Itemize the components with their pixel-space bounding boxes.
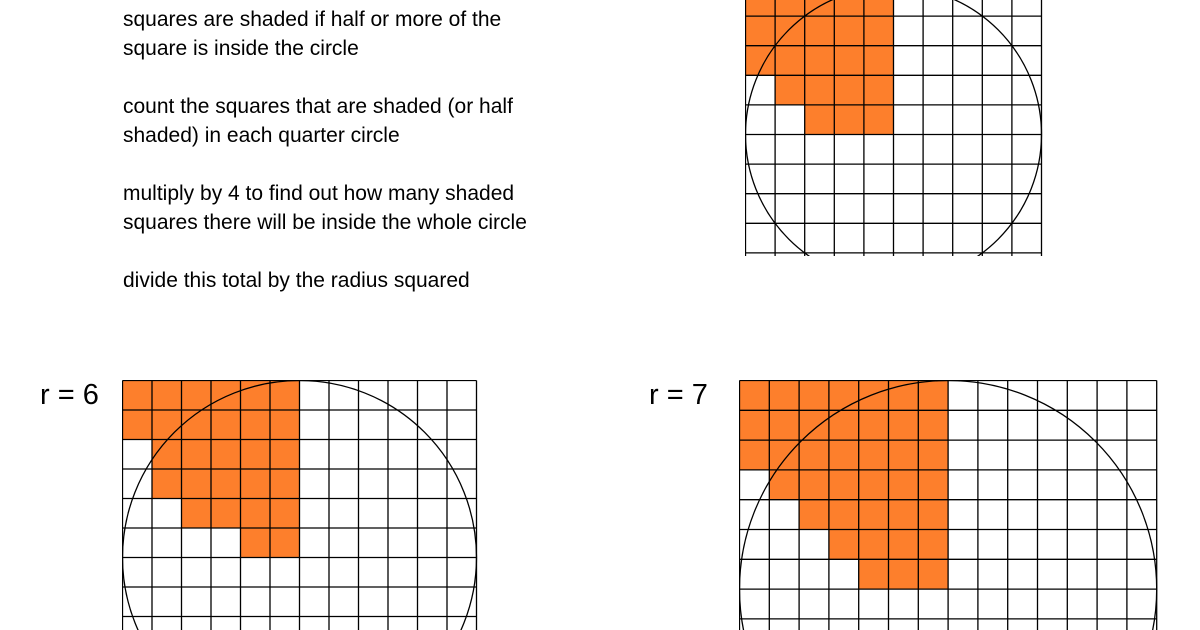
shaded-cell bbox=[211, 469, 241, 499]
shaded-cell bbox=[740, 410, 770, 440]
shaded-cell bbox=[241, 440, 271, 470]
shaded-cell bbox=[864, 0, 894, 16]
shaded-cell bbox=[775, 16, 805, 46]
shaded-cell bbox=[829, 470, 859, 500]
shaded-cell bbox=[799, 410, 829, 440]
shaded-cell bbox=[270, 440, 300, 470]
shaded-cell bbox=[270, 381, 300, 411]
shaded-cell bbox=[918, 410, 948, 440]
shaded-cell bbox=[918, 470, 948, 500]
shaded-cell bbox=[889, 530, 919, 560]
shaded-cell bbox=[799, 470, 829, 500]
shaded-cell bbox=[746, 16, 776, 46]
shaded-cell bbox=[889, 470, 919, 500]
shaded-cell bbox=[829, 440, 859, 470]
shaded-cell bbox=[864, 75, 894, 105]
shaded-cell bbox=[241, 528, 271, 558]
shaded-cell bbox=[182, 440, 212, 470]
shaded-cell bbox=[859, 559, 889, 589]
shaded-cell bbox=[746, 0, 776, 16]
shaded-cell bbox=[241, 469, 271, 499]
radius-label-7: r = 7 bbox=[649, 379, 708, 411]
shaded-cell bbox=[864, 16, 894, 46]
grid-diagram-r6 bbox=[122, 380, 479, 630]
shaded-cell bbox=[859, 500, 889, 530]
shaded-cell bbox=[799, 381, 829, 411]
shaded-cell bbox=[864, 46, 894, 76]
shaded-cell bbox=[859, 530, 889, 560]
shaded-cell bbox=[775, 75, 805, 105]
shaded-cell bbox=[889, 559, 919, 589]
shaded-cell bbox=[270, 499, 300, 529]
shaded-cell bbox=[182, 499, 212, 529]
shaded-cell bbox=[740, 381, 770, 411]
shaded-cell bbox=[805, 75, 835, 105]
shaded-cell bbox=[834, 105, 864, 135]
shaded-cell bbox=[740, 440, 770, 470]
shaded-cell bbox=[152, 469, 182, 499]
shaded-cell bbox=[889, 410, 919, 440]
instruction-step-2: count the squares that are shaded (or half shaded) in each quarter circle bbox=[123, 95, 513, 147]
instruction-step-3: multiply by 4 to find out how many shaded squares there will be inside the whole circle bbox=[123, 182, 527, 234]
shaded-cell bbox=[918, 559, 948, 589]
shaded-cell bbox=[829, 530, 859, 560]
shaded-cell bbox=[799, 500, 829, 530]
shaded-cell bbox=[864, 105, 894, 135]
shaded-cell bbox=[769, 440, 799, 470]
shaded-cell bbox=[805, 105, 835, 135]
shaded-cell bbox=[805, 46, 835, 76]
shaded-cell bbox=[123, 381, 153, 411]
shaded-cell bbox=[918, 440, 948, 470]
shaded-cell bbox=[211, 410, 241, 440]
shaded-cell bbox=[211, 499, 241, 529]
shaded-cell bbox=[241, 499, 271, 529]
shaded-cell bbox=[123, 410, 153, 440]
shaded-cell bbox=[889, 500, 919, 530]
shaded-cell bbox=[241, 410, 271, 440]
shaded-cell bbox=[775, 46, 805, 76]
shaded-cell bbox=[270, 528, 300, 558]
shaded-cell bbox=[769, 410, 799, 440]
shaded-cell bbox=[859, 410, 889, 440]
shaded-cell bbox=[805, 16, 835, 46]
shaded-cell bbox=[834, 75, 864, 105]
shaded-cell bbox=[918, 381, 948, 411]
shaded-cell bbox=[211, 440, 241, 470]
shaded-cell bbox=[918, 500, 948, 530]
shaded-cell bbox=[918, 530, 948, 560]
shaded-cell bbox=[859, 470, 889, 500]
shaded-cell bbox=[834, 46, 864, 76]
grid-diagram-r7 bbox=[739, 380, 1158, 630]
shaded-cell bbox=[829, 500, 859, 530]
shaded-cell bbox=[270, 469, 300, 499]
shaded-cell bbox=[775, 0, 805, 16]
shaded-cell bbox=[241, 381, 271, 411]
shaded-cell bbox=[859, 381, 889, 411]
shaded-cell bbox=[182, 469, 212, 499]
shaded-cell bbox=[889, 440, 919, 470]
radius-label-6: r = 6 bbox=[40, 379, 99, 411]
shaded-cell bbox=[769, 381, 799, 411]
shaded-cell bbox=[270, 410, 300, 440]
instruction-step-4: divide this total by the radius squared bbox=[123, 269, 470, 292]
shaded-cell bbox=[859, 440, 889, 470]
shaded-cell bbox=[834, 16, 864, 46]
shaded-cell bbox=[799, 440, 829, 470]
shaded-cell bbox=[829, 381, 859, 411]
instruction-step-1: squares are shaded if half or more of the square is inside the circle bbox=[123, 8, 502, 60]
shaded-cell bbox=[152, 381, 182, 411]
shaded-cell bbox=[211, 381, 241, 411]
grid-diagram-top bbox=[745, 0, 1046, 256]
shaded-cell bbox=[182, 381, 212, 411]
shaded-cell bbox=[834, 0, 864, 16]
instructions-text-block bbox=[123, 5, 563, 324]
shaded-cell bbox=[152, 410, 182, 440]
